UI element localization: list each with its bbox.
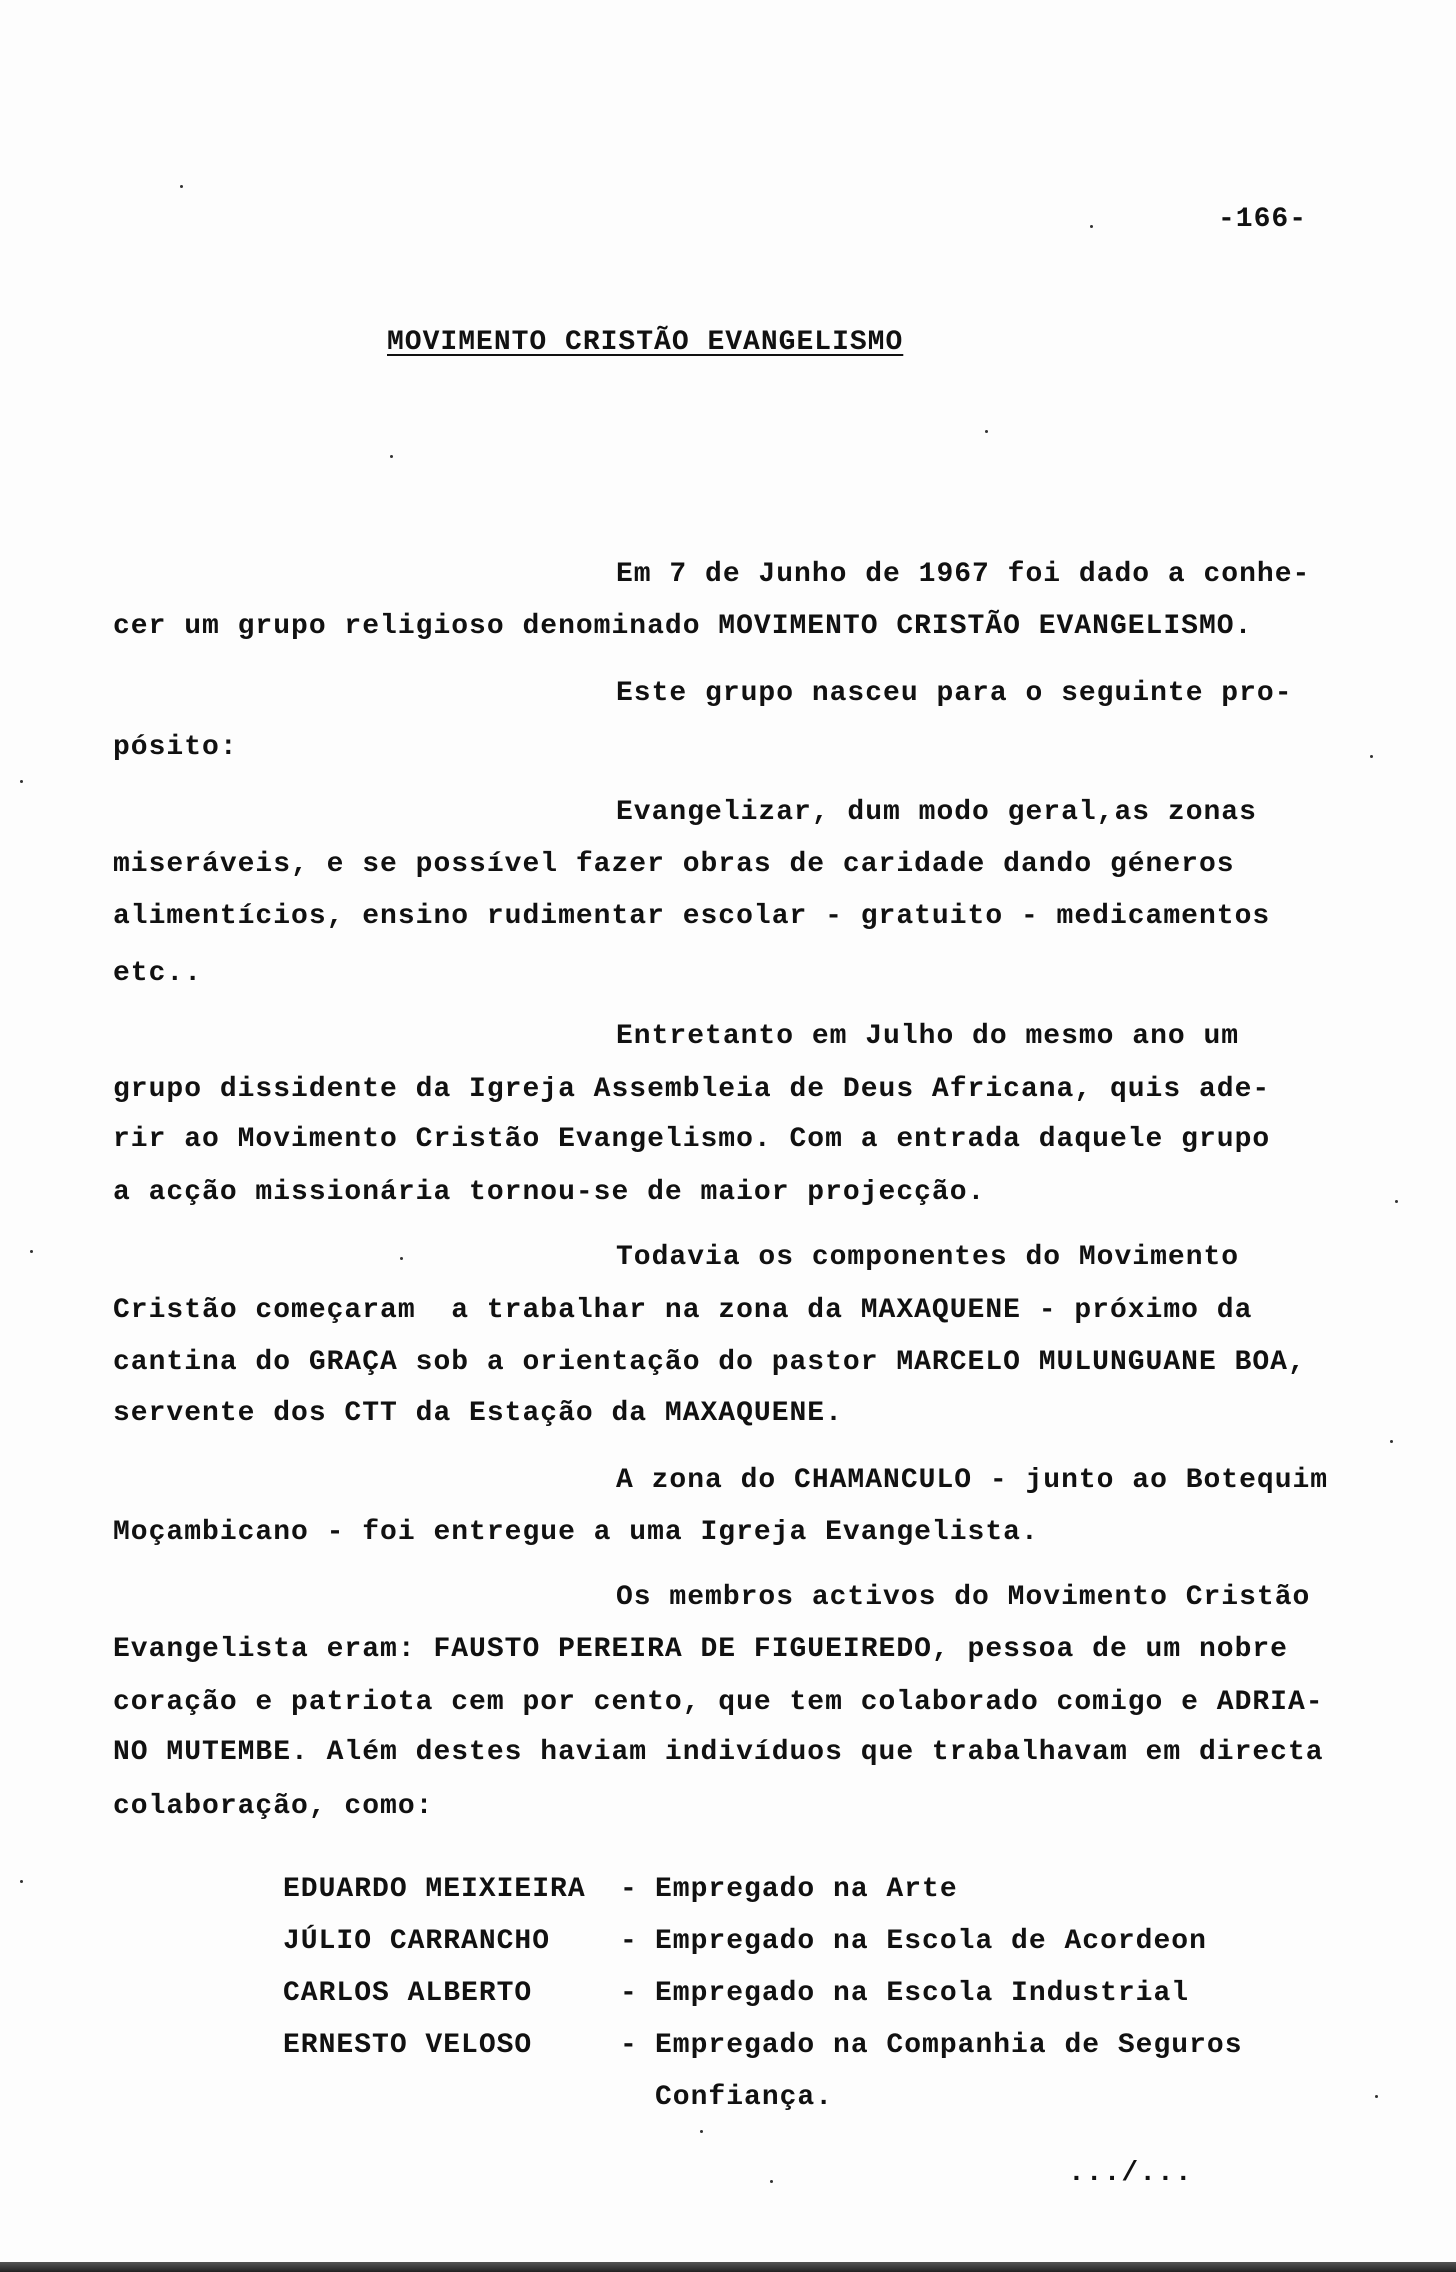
collaborator-name: EDUARDO MEIXIEIRA <box>283 1874 586 1905</box>
paragraph-line: alimentícios, ensino rudimentar escolar - gratuito - medicamentos <box>113 901 1271 932</box>
paragraph-line: Todavia os componentes do Movimento <box>616 1242 1240 1273</box>
paragraph-line: etc.. <box>113 958 203 989</box>
collaborator-name: CARLOS ALBERTO <box>283 1978 533 2009</box>
paragraph-line: cer um grupo religioso denominado MOVIMENTO CRISTÃO EVANGELISMO. <box>113 611 1253 642</box>
collaborator-name: ERNESTO VELOSO <box>283 2030 533 2061</box>
paragraph-line: Os membros activos do Movimento Cristão <box>616 1582 1311 1613</box>
paragraph-line: grupo dissidente da Igreja Assembleia de Deus Africana, quis ade- <box>113 1074 1271 1105</box>
paragraph-line: Em 7 de Junho de 1967 foi dado a conhe- <box>616 559 1311 590</box>
collaborator-role: Empregado na Escola de Acordeon <box>655 1926 1207 1957</box>
paragraph-line: A zona do CHAMANCULO - junto ao Botequim <box>616 1465 1329 1496</box>
page-number: -166- <box>1218 204 1308 235</box>
collaborator-dash: - <box>620 1874 638 1905</box>
collaborator-name: JÚLIO CARRANCHO <box>283 1926 551 1957</box>
collaborator-role-continuation: Confiança. <box>655 2082 834 2113</box>
collaborator-role: Empregado na Escola Industrial <box>655 1978 1190 2009</box>
paragraph-line: Este grupo nasceu para o seguinte pro- <box>616 678 1293 709</box>
paragraph-line: colaboração, como: <box>113 1791 434 1822</box>
collaborator-role: Empregado na Arte <box>655 1874 958 1905</box>
paragraph-line: cantina do GRAÇA sob a orientação do pastor MARCELO MULUNGUANE BOA, <box>113 1347 1306 1378</box>
collaborator-dash: - <box>620 1978 638 2009</box>
paragraph-line: pósito: <box>113 732 238 763</box>
collaborator-dash: - <box>620 2030 638 2061</box>
paragraph-line: Entretanto em Julho do mesmo ano um <box>616 1021 1240 1052</box>
collaborator-role: Empregado na Companhia de Seguros <box>655 2030 1243 2061</box>
scan-bottom-edge <box>0 2262 1456 2272</box>
paragraph-line: rir ao Movimento Cristão Evangelismo. Com a entrada daquele grupo <box>113 1124 1271 1155</box>
paragraph-line: miseráveis, e se possível fazer obras de caridade dando géneros <box>113 849 1235 880</box>
paragraph-line: Evangelizar, dum modo geral,as zonas <box>616 797 1257 828</box>
paragraph-line: NO MUTEMBE. Além destes haviam indivíduos que trabalhavam em directa <box>113 1737 1324 1768</box>
paragraph-line: servente dos CTT da Estação da MAXAQUENE. <box>113 1398 843 1429</box>
paragraph-line: Evangelista eram: FAUSTO PEREIRA DE FIGUEIREDO, pessoa de um nobre <box>113 1634 1288 1665</box>
paragraph-line: Moçambicano - foi entregue a uma Igreja Evangelista. <box>113 1517 1039 1548</box>
paragraph-line: Cristão começaram a trabalhar na zona da MAXAQUENE - próximo da <box>113 1295 1253 1326</box>
paragraph-line: a acção missionária tornou-se de maior projecção. <box>113 1177 986 1208</box>
collaborator-dash: - <box>620 1926 638 1957</box>
paragraph-line: coração e patriota cem por cento, que tem colaborado comigo e ADRIA- <box>113 1687 1324 1718</box>
continuation-mark: .../... <box>1068 2158 1193 2189</box>
page-title: MOVIMENTO CRISTÃO EVANGELISMO <box>387 327 904 358</box>
